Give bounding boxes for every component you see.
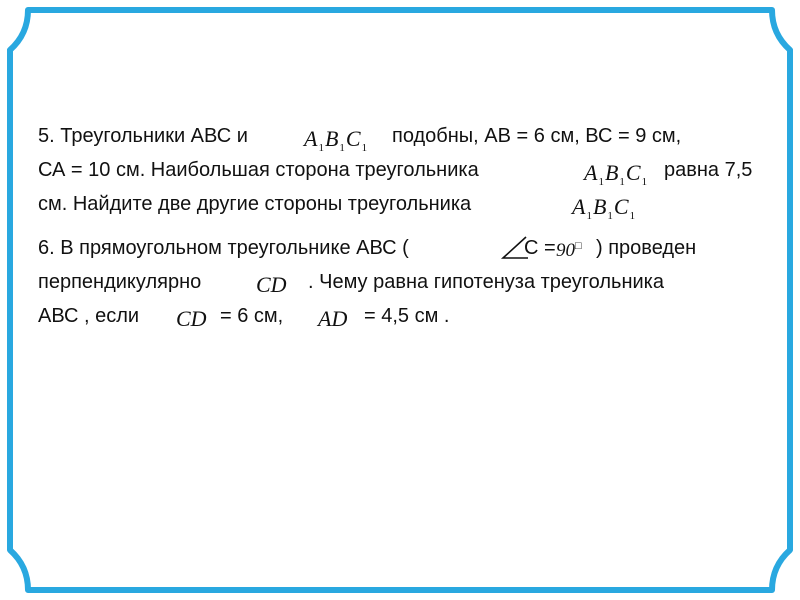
segment-cd: CD: [256, 272, 287, 297]
p5-line1-end: подобны, АВ = 6 см, ВС = 9 см,: [392, 125, 682, 147]
p6-line1-start: 6. В прямоугольном треугольнике АВС (: [38, 237, 409, 259]
p6-cd-value: = 6 см,: [220, 305, 284, 327]
p5-line3: см. Найдите две другие стороны треугольника: [38, 193, 472, 215]
p5-line2-start: СА = 10 см. Наибольшая сторона треугольника: [38, 159, 479, 181]
p6-line2-start: перпендикулярно: [38, 271, 202, 293]
degree-90: 90□: [556, 240, 582, 261]
triangle-a1b1c1-label: $A_1B_1C_1$: [584, 160, 648, 188]
triangle-a1b1c1-label: $A_1B_1C_1$: [572, 194, 636, 222]
p6-line2-end: . Чему равна гипотенуза треугольника: [308, 271, 664, 293]
p5-line2-end: равна 7,5: [664, 159, 753, 181]
frame-border: [10, 10, 790, 590]
p6-ad-value: = 4,5 см .: [364, 305, 450, 327]
segment-cd: CD: [176, 306, 207, 331]
p5-line1-start: 5. Треугольники АВС и: [38, 125, 248, 147]
p6-angle-eq: С =: [524, 237, 556, 259]
triangle-a1b1c1-label: $A_1B_1C_1$: [304, 126, 368, 154]
segment-ad: AD: [318, 306, 348, 331]
p6-line3-start: АВС , если: [38, 305, 140, 327]
p6-line1-end: ) проведен: [596, 237, 697, 259]
